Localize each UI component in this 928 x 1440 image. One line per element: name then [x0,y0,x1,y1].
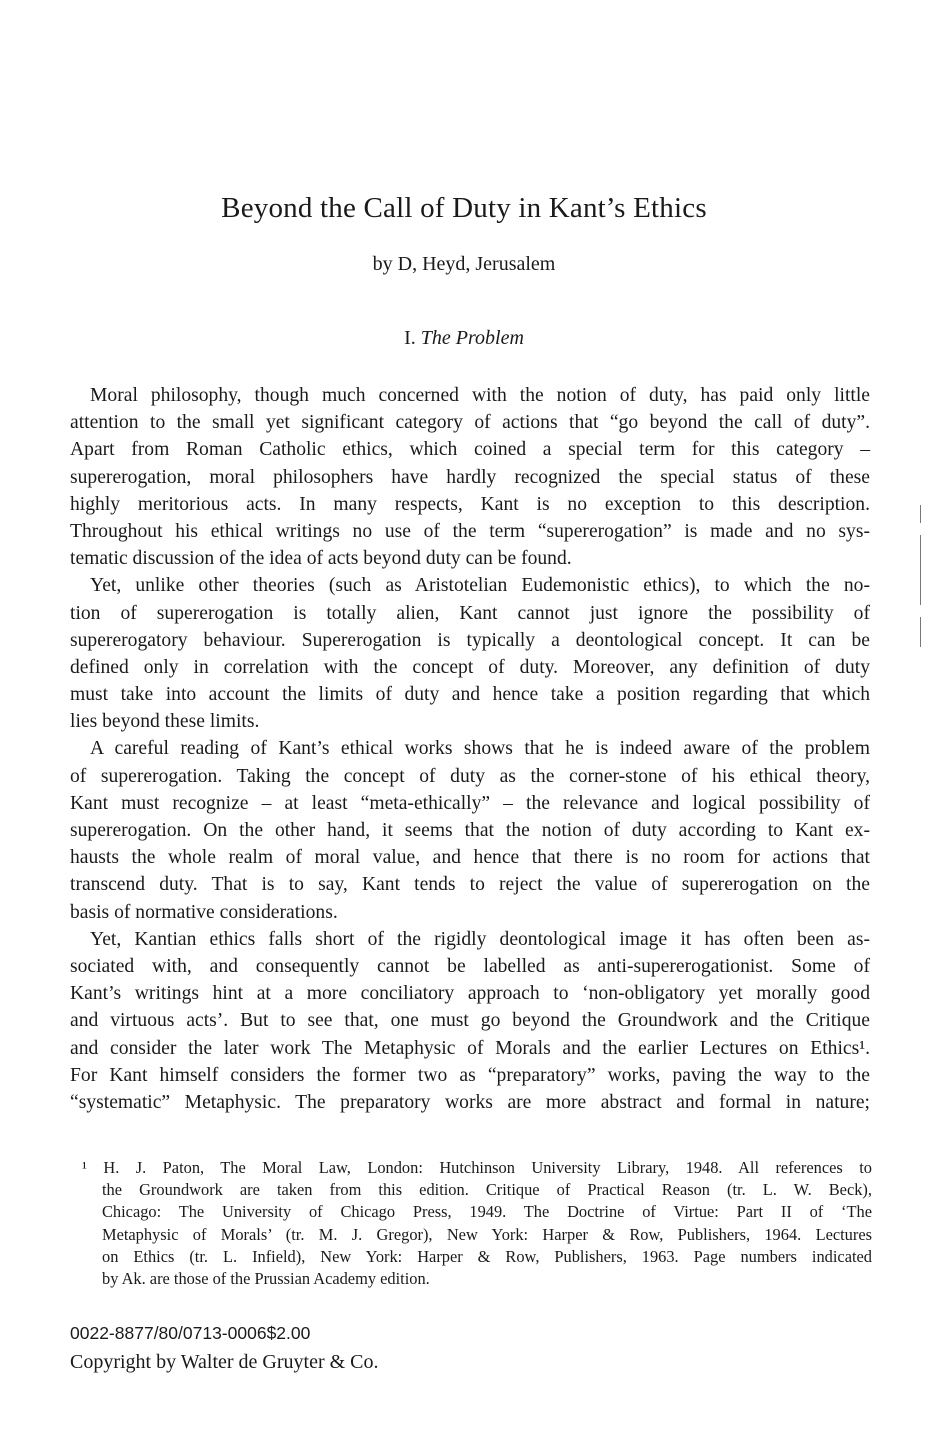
body-line: Kant’s writings hint at a more conciliatory approach to ‘non-obligatory yet morally good [70,983,870,1005]
section-heading [0,327,928,350]
body-line: hausts the whole realm of moral value, and hence that there is no room for actions that [70,847,870,869]
body-line: sociated with, and consequently cannot be labelled as anti-supererogationist. Some of [70,955,870,977]
body-line: and virtuous acts’. But to see that, one must go beyond the Groundwork and the Critique [70,1010,870,1032]
body-line: must take into account the limits of duty and hence take a position regarding that which [70,684,870,706]
body-line: Yet, Kantian ethics falls short of the rigidly deontological image it has often been as- [90,928,870,950]
body-line: defined only in correlation with the concept of duty. Moreover, any definition of duty [70,656,870,678]
body-line: Kant must recognize – at least “meta-ethically” – the relevance and logical possibility of [70,792,870,814]
page-title: Beyond the Call of Duty in Kant’s Ethics [221,192,707,224]
body-line: Yet, unlike other theories (such as Aristotelian Eudemonistic ethics), to which the no- [90,575,870,597]
body-line: For Kant himself considers the former two as “preparatory” works, paving the way to the [70,1064,870,1086]
footnote [82,1157,872,1290]
footnote-line: on Ethics (tr. L. Infield), New York: Harper & Row, Publishers, 1963. Page numbers indicated [102,1246,872,1266]
body-line: A careful reading of Kant’s ethical works shows that he is indeed aware of the problem [90,738,870,760]
body-line: transcend duty. That is to say, Kant tends to reject the value of supererogation on the [70,874,870,896]
body-text [70,382,870,1116]
body-line: highly meritorious acts. In many respects, Kant is no exception to this description. [70,493,870,515]
footnote-line: by Ak. are those of the Prussian Academy edition. [102,1268,430,1288]
section-title: The Problem [420,327,524,349]
body-line: supererogation. On the other hand, it seems that the notion of duty according to Kant ex- [70,820,870,841]
copyright-notice: Copyright by Walter de Gruyter & Co. [70,1351,379,1373]
scan-margin-marks [915,505,927,665]
body-line: tematic discussion of the idea of acts beyond duty can be found. [70,548,572,570]
body-line: and consider the later work The Metaphysic of Morals and the earlier Lectures on Ethics¹. [70,1037,870,1059]
footnote-line: Metaphysic of Morals’ (tr. M. J. Gregor), New York: Harper & Row, Publishers, 1964. Lectures [102,1224,872,1244]
publication-code: 0022-8877/80/0713-0006$2.00 [70,1323,311,1343]
body-line: supererogation, moral philosophers have hardly recognized the special status of these [70,466,870,488]
body-line: attention to the small yet significant category of actions that “go beyond the call of duty”. [70,412,870,434]
body-line: tion of supererogation is totally alien, Kant cannot just ignore the possibility of [70,602,870,624]
body-line: Apart from Roman Catholic ethics, which coined a special term for this category – [70,439,870,461]
body-line: “systematic” Metaphysic. The preparatory works are more abstract and formal in nature; [70,1091,870,1113]
body-line: supererogatory behaviour. Supererogation is typically a deontological concept. It can be [70,629,870,651]
author-byline: by D, Heyd, Jerusalem [372,253,556,275]
section-number: I. [404,327,416,349]
body-line: basis of normative considerations. [70,901,338,923]
body-line: Moral philosophy, though much concerned with the notion of duty, has paid only little [90,385,870,406]
footnote-line: ¹ H. J. Paton, The Moral Law, London: Hutchinson University Library, 1948. All references to [82,1158,872,1177]
footnote-line: the Groundwork are taken from this edition. Critique of Practical Reason (tr. L. W. Beck), [102,1180,872,1200]
body-line: Throughout his ethical writings no use of the term “supererogation” is made and no sys- [70,520,870,542]
footnote-line: Chicago: The University of Chicago Press, 1949. The Doctrine of Virtue: Part II of ‘The [102,1202,872,1222]
body-line: of supererogation. Taking the concept of duty as the corner-stone of his ethical theory, [70,765,870,787]
body-line: lies beyond these limits. [70,711,260,733]
